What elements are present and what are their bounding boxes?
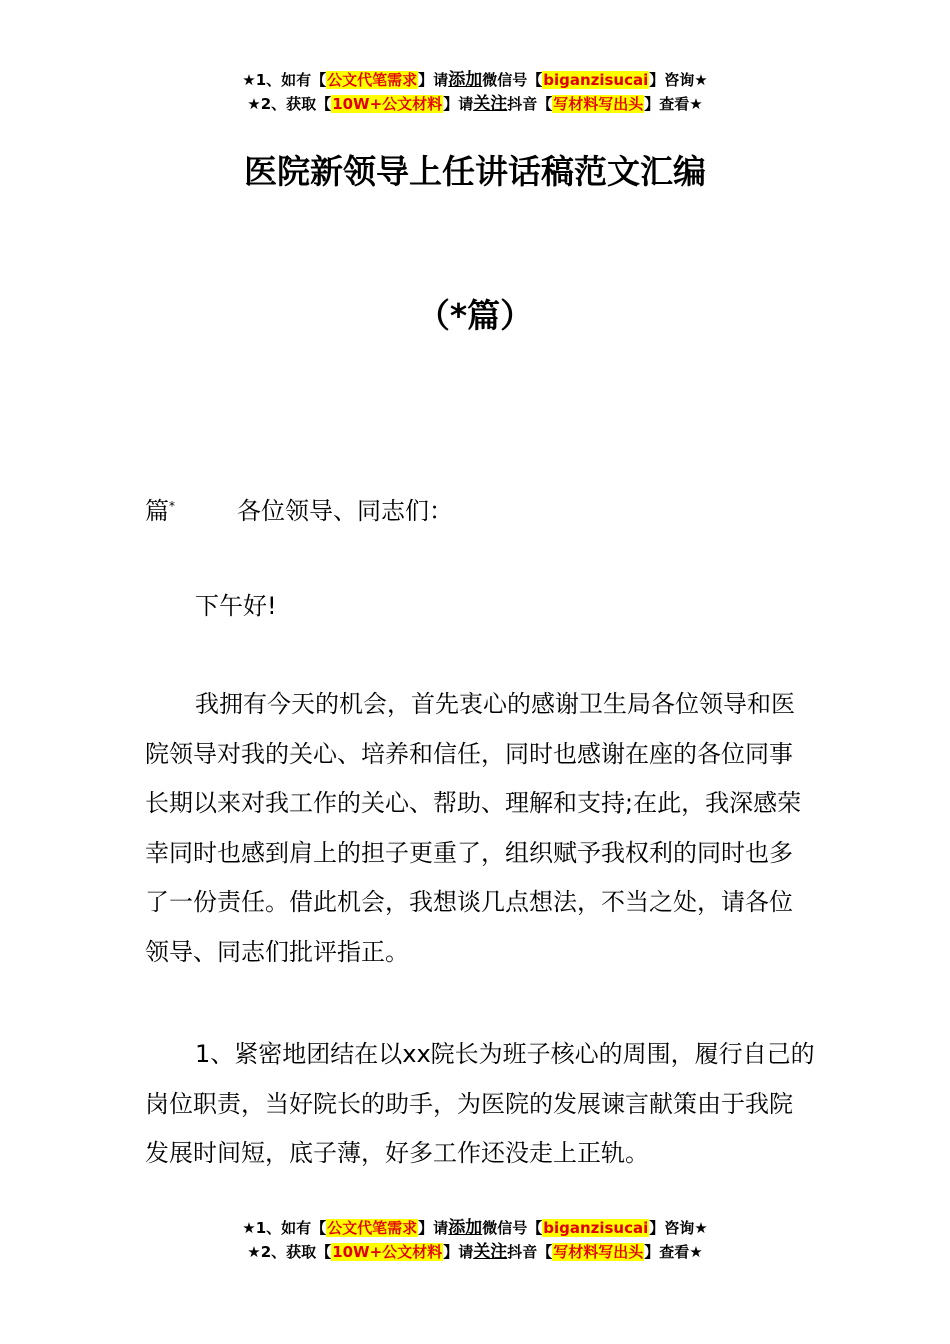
greeting: 下午好!	[195, 592, 277, 620]
banner-text: 抖音【	[507, 1243, 553, 1261]
banner-emphasis: 关注	[473, 1242, 508, 1262]
banner-text: 】请	[418, 71, 449, 89]
banner-highlight: 10W+公文材料	[332, 1243, 443, 1261]
banner-line-1	[0, 1216, 950, 1240]
banner-line-2	[0, 1240, 950, 1264]
banner-line-2	[0, 92, 950, 116]
section-heading	[145, 482, 815, 537]
banner-highlight: 公文代笔需求	[327, 71, 418, 89]
banner-text: 】查看★	[644, 1243, 703, 1261]
promo-banner-bottom	[0, 1216, 950, 1264]
banner-highlight-wechat: biganzisucai	[543, 1219, 649, 1237]
section-prefix: 篇	[145, 497, 169, 525]
banner-emphasis: 关注	[473, 94, 508, 114]
promo-banner-top	[0, 68, 950, 116]
banner-text: 】查看★	[644, 95, 703, 113]
banner-line-1	[0, 68, 950, 92]
document-subtitle: （*篇）	[416, 296, 534, 335]
banner-text: ★2、获取【	[247, 95, 332, 113]
banner-text: 】咨询★	[649, 1219, 708, 1237]
banner-text: 微信号【	[482, 71, 543, 89]
salutation: 各位领导、同志们：	[237, 497, 453, 525]
body-paragraph-1: 我拥有今天的机会，首先衷心的感谢卫生局各位领导和医院领导对我的关心、培养和信任，同时也感谢在座的各位同事长期以来对我工作的关心、帮助、理解和支持;在此，我深感荣幸同时也感到肩上的担子更重了，组织赋予我权利的同时也多了一份责任。借此机会，我想谈几点想法，不当之处，请各位领导、同志们批评指正。	[145, 690, 802, 966]
banner-text: ★1、如有【	[242, 71, 327, 89]
banner-emphasis: 添加	[448, 1218, 483, 1238]
banner-highlight: 10W+公文材料	[332, 95, 443, 113]
banner-emphasis: 添加	[448, 70, 483, 90]
banner-text: 】咨询★	[649, 71, 708, 89]
banner-text: 微信号【	[482, 1219, 543, 1237]
section-label	[145, 482, 237, 537]
section-mark: *	[169, 499, 175, 513]
banner-text: 】请	[443, 95, 474, 113]
banner-text: 抖音【	[507, 95, 553, 113]
banner-text: 】请	[418, 1219, 449, 1237]
body-paragraph-2: 1、紧密地团结在以xx院长为班子核心的周围，履行自己的岗位职责，当好院长的助手，为医院的发展谏言献策由于我院发展时间短，底子薄，好多工作还没走上正轨。	[145, 1040, 815, 1167]
banner-text: 】请	[443, 1243, 474, 1261]
banner-text: ★2、获取【	[247, 1243, 332, 1261]
banner-highlight-douyin: 写材料写出头	[553, 95, 644, 113]
banner-highlight: 公文代笔需求	[327, 1219, 418, 1237]
document-title: 医院新领导上任讲话稿范文汇编	[244, 152, 706, 191]
banner-highlight-douyin: 写材料写出头	[553, 1243, 644, 1261]
banner-text: ★1、如有【	[242, 1219, 327, 1237]
banner-highlight-wechat: biganzisucai	[543, 71, 649, 89]
